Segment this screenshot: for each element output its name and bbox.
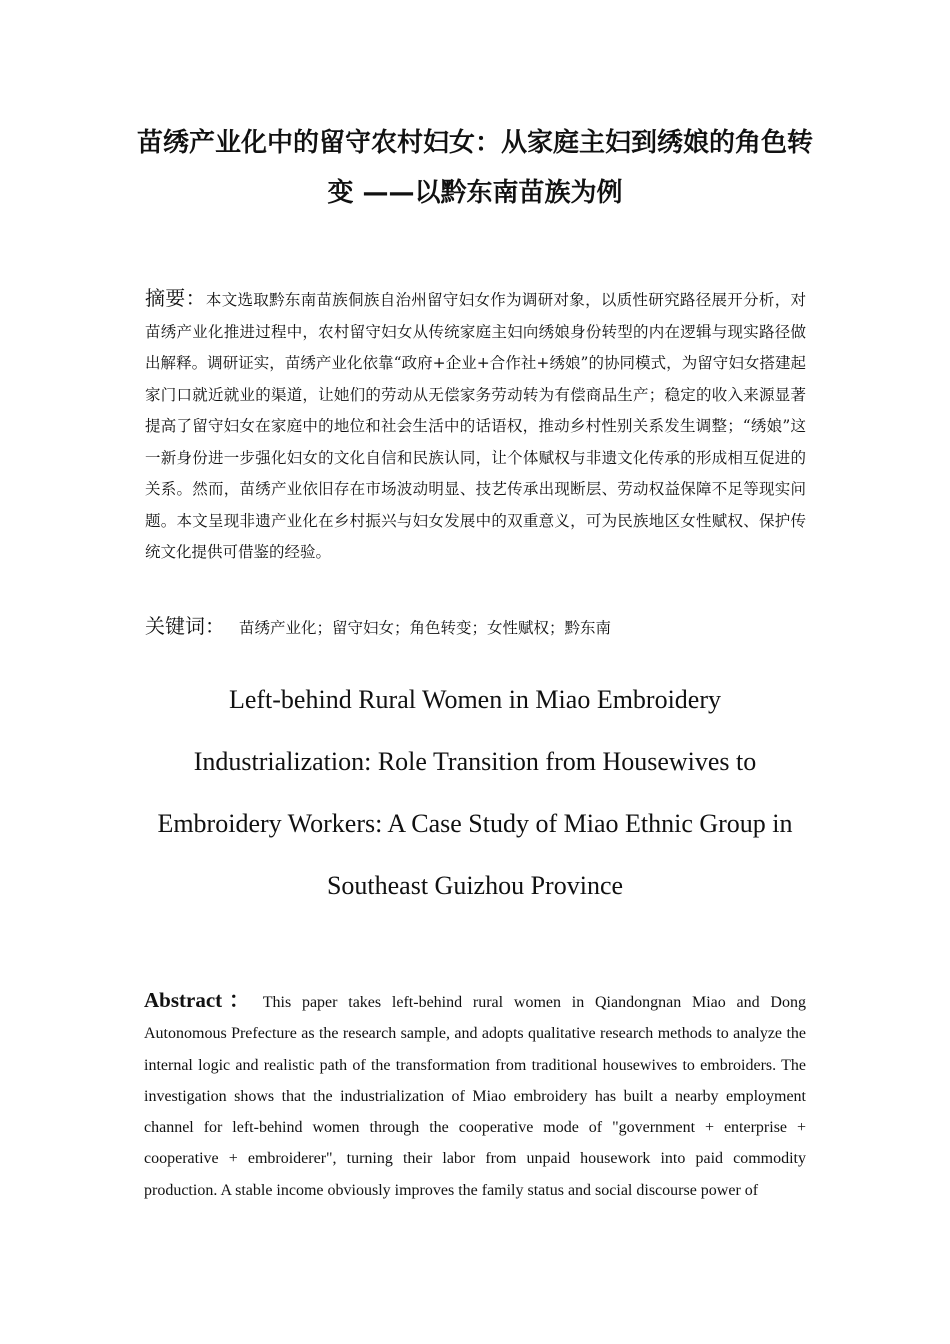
chinese-keywords [145, 610, 806, 644]
chinese-abstract-text: 本文选取黔东南苗族侗族自治州留守妇女作为调研对象，以质性研究路径展开分析，对苗绣产业化推进过程中，农村留守妇女从传统家庭主妇向绣娘身份转型的内在逻辑与现实路径做出解释。调研证实，苗绣产业化依靠“政府+企业+合作社+绣娘”的协同模式，为留守妇女搭建起家门口就近就业的渠道，让她们的劳动从无偿家务劳动转为有偿商品生产；稳定的收入来源显著提高了留守妇女在家庭中的地位和社会生活中的话语权，推动乡村性别关系发生调整；“绣娘”这一新身份进一步强化妇女的文化自信和民族认同，让个体赋权与非遗文化传承的形成相互促进的关系。然而，苗绣产业依旧存在市场波动明显、技艺传承出现断层、劳动权益保障不足等现实问题。本文呈现非遗产业化在乡村振兴与妇女发展中的双重意义，可为民族地区女性赋权、保护传统文化提供可借鉴的经验。 [145, 291, 806, 561]
chinese-abstract [145, 283, 806, 569]
chinese-title: 苗绣产业化中的留守农村妇女：从家庭主妇到绣娘的角色转变 ——以黔东南苗族为例 [136, 128, 813, 208]
chinese-abstract-label: 摘要： [145, 286, 206, 310]
english-abstract-text: This paper takes left-behind rural women in Qiandongnan Miao and Dong Autonomous Prefecture as the research sample, and adopts qualitative research methods to analyze the internal logic and realistic path of the transformation from traditional housewives to embroiders. The investigation shows that the industrialization of Miao embroidery has built a nearby employment channel for left-behind women through the cooperative mode of "government + enterprise + cooperative + embroiderer", turning their labor from unpaid housework into paid commodity production. A stable income obviously improves the family status and social discourse power of [144, 994, 806, 1199]
english-abstract-label: Abstract： [144, 988, 257, 1012]
english-title: Left-behind Rural Women in Miao Embroidery Industrialization: Role Transition from Housewives to Embroidery Workers: A Case Study of Miao Ethnic Group in Southeast Guizhou Province [157, 685, 793, 900]
chinese-keywords-label: 关键词： [145, 614, 225, 638]
chinese-keywords-text: 苗绣产业化；留守妇女；角色转变；女性赋权；黔东南 [239, 619, 612, 637]
english-abstract [144, 985, 806, 1206]
